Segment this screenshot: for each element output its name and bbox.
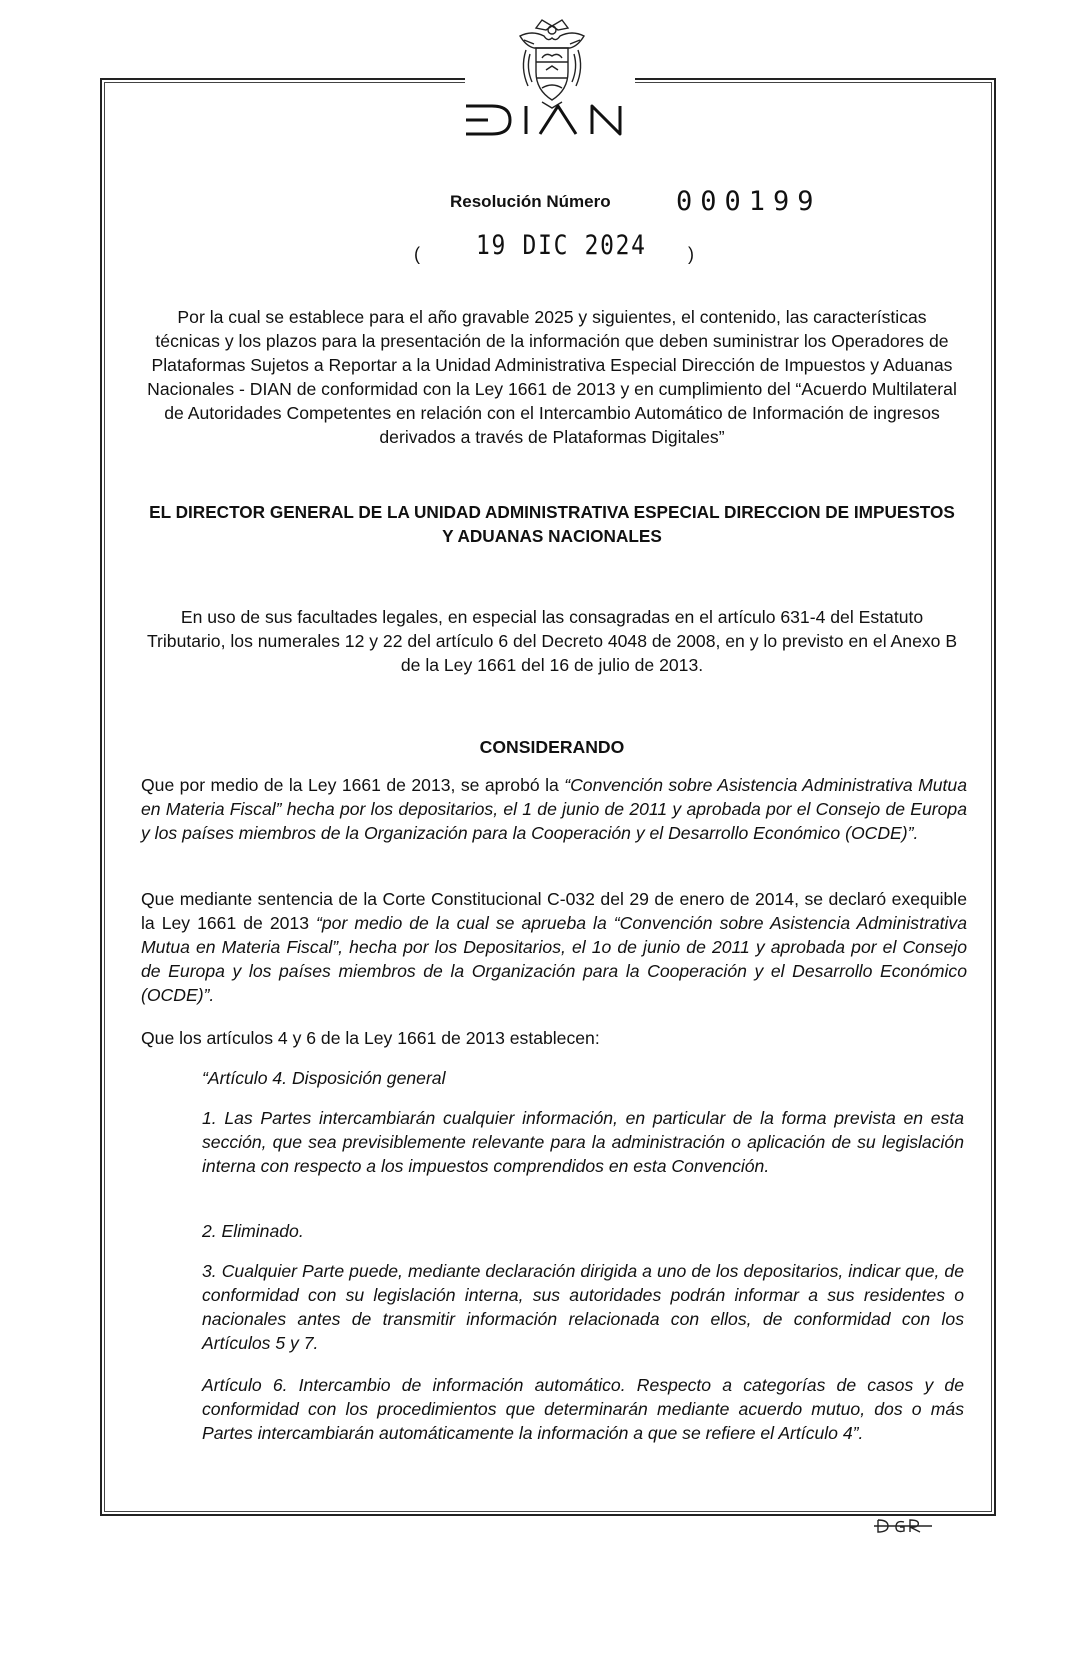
handwritten-initials (874, 1512, 934, 1538)
quote-article-4-title: “Artículo 4. Disposición general (202, 1068, 446, 1088)
para1-intro: Que por medio de la Ley 1661 de 2013, se aprobó la (141, 775, 565, 795)
quote-item-2: 2. Eliminado. (202, 1221, 304, 1241)
resolution-label: Resolución Número (450, 192, 611, 211)
legal-powers-text: En uso de sus facultades legales, en especial las consagradas en el artículo 631-4 del Estatuto Tributario, los numerales 12 y 22 del artículo 6 del Decreto 4048 de 2008, en y lo previsto en el Anexo B de la Ley 1661 del 16 de julio de 2013. (146, 607, 958, 675)
date-paren-open: ( (414, 244, 420, 264)
coat-of-arms-icon (512, 18, 592, 110)
resolution-date: 19 DIC 2024 (476, 230, 647, 261)
considerando-paragraph-1 (141, 773, 967, 845)
considerando-paragraph-3: Que los artículos 4 y 6 de la Ley 1661 de 2013 establecen: (141, 1028, 600, 1048)
para2-quote: “por medio de la cual se aprueba la “Convención sobre Asistencia Administrativa Mutua en Materia Fiscal”, hecha por los Depositarios, el 1o de junio de 2011 y aprobada por el Consejo de Europa y los países miembros de la Organización para la Cooperación y el Desarrollo Económico (OCDE)”. (141, 913, 967, 1005)
para1-quote: “Convención sobre Asistencia Administrativa Mutua en Materia Fiscal” hecha por los depositarios, el 1 de junio de 2011 y aprobada por el Consejo de Europa y los países miembros de la Organización para la Cooperación y el Desarrollo Económico (OCDE)”. (141, 775, 967, 843)
director-heading: EL DIRECTOR GENERAL DE LA UNIDAD ADMINISTRATIVA ESPECIAL DIRECCION DE IMPUESTOS Y ADUANAS NACIONALES (149, 502, 955, 546)
resolution-subtitle: Por la cual se establece para el año gravable 2025 y siguientes, el contenido, las características técnicas y los plazos para la presentación de la información que deben suministrar los Operadores de Plataformas Sujetos a Reportar a la Unidad Administrativa Especial Dirección de Impuestos y Aduanas Nacionales - DIAN de conformidad con la Ley 1661 de 2013 y en cumplimiento del “Acuerdo Multilateral de Autoridades Competentes en relación con el Intercambio Automático de Información de ingresos derivados a través de Plataformas Digitales” (147, 307, 957, 447)
quote-item-3: 3. Cualquier Parte puede, mediante declaración dirigida a uno de los depositarios, indicar que, de conformidad con su legislación interna, sus autoridades podrán informar a sus residentes o nacionales antes de transmitir información relacionada con ellos, de conformidad con los Artículos 5 y 7. (202, 1261, 964, 1353)
quote-article-6: Artículo 6. Intercambio de información automático. Respecto a categorías de casos y de conformidad con los procedimientos que determinarán mediante acuerdo mutuo, dos o más Partes intercambiarán automáticamente la información a que se refiere el Artículo 4”. (202, 1375, 964, 1443)
quote-item-1: 1. Las Partes intercambiarán cualquier información, en particular de la forma prevista en esta sección, que sea previsiblemente relevante para la administración o aplicación de su legislación interna con respecto a los impuestos comprendidos en esta Convención. (202, 1108, 964, 1176)
resolution-number: 000199 (676, 186, 822, 217)
para2-intro: Que mediante sentencia de la Corte Constitucional C-032 del 29 de enero de 2014, se declaró exequible la Ley 1661 de 2013 (141, 889, 967, 933)
considerando-heading: CONSIDERANDO (479, 737, 625, 757)
date-paren-close: ) (688, 244, 694, 264)
dian-logo (462, 104, 642, 136)
considerando-paragraph-2 (141, 887, 967, 1007)
